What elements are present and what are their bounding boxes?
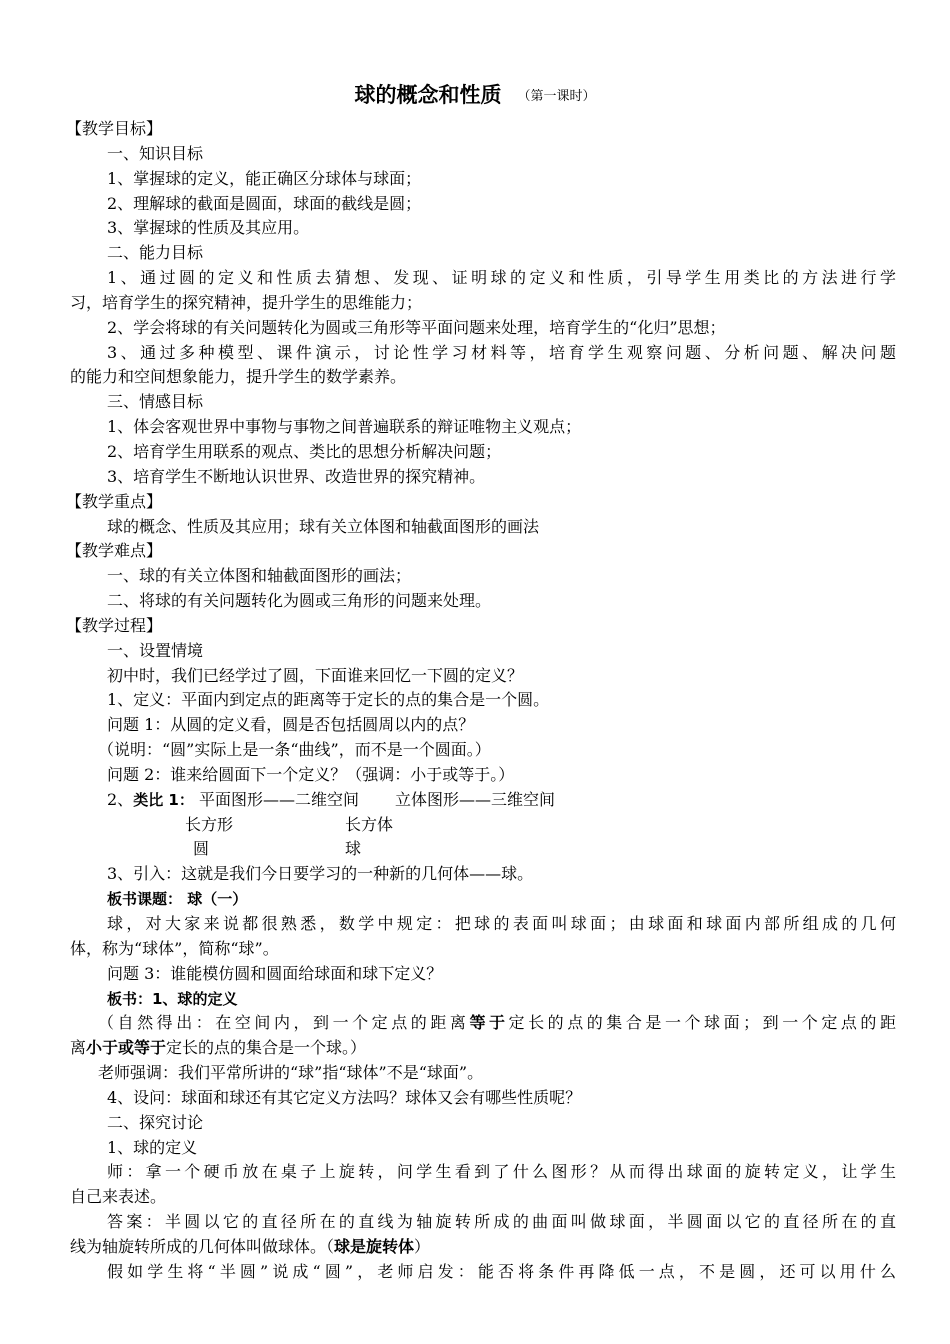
- paragraph: 1、通过圆的定义和性质去猜想、发现、证明球的定义和性质，引导学生用类比的方法进行学: [107, 268, 896, 288]
- analogy-solid: 立体图形——三维空间: [394, 789, 555, 809]
- paragraph: 假如学生将“半圆”说成“圆”，老师启发：能否将条件再降低一点，不是圆，还可以用什么: [107, 1261, 896, 1281]
- paragraph: 3、掌握球的性质及其应用。: [107, 218, 310, 238]
- analogy-row: [70, 837, 896, 862]
- paragraph: 师：拿一个硬币放在桌子上旋转，问学生看到了什么图形？从而得出球面的旋转定义，让学生: [107, 1162, 896, 1182]
- paragraph: [70, 1235, 896, 1260]
- bold-run: 小于或等于: [86, 1038, 167, 1058]
- title-text: 球的概念和性质: [354, 83, 502, 107]
- analogy-cell: 球: [345, 839, 362, 859]
- analogy-row: [70, 813, 896, 838]
- paragraph: [70, 1036, 896, 1061]
- paragraph: 问题 3：谁能模仿圆和圆面给球面和球下定义？: [107, 963, 443, 983]
- paragraph: 问题 2：谁来给圆面下一个定义？（强调：小于或等于。）: [107, 764, 515, 784]
- analogy-line: [70, 788, 896, 813]
- paragraph: 二、将球的有关问题转化为圆或三角形的问题来处理。: [107, 591, 492, 611]
- heading-process: 【教学过程】: [66, 615, 163, 635]
- analogy-plane: 平面图形——二维空间: [198, 789, 359, 809]
- paragraph: 3、通过多种模型、课件演示，讨论性学习材料等，培育学生观察问题、分析问题、解决问题: [107, 342, 896, 362]
- paragraph: 习，培育学生的探究精神，提升学生的思维能力；: [70, 292, 423, 312]
- heading-difficulties: 【教学难点】: [66, 541, 163, 561]
- bold-run: 等于: [469, 1013, 509, 1033]
- paragraph: 2、学会将球的有关问题转化为圆或三角形等平面问题来处理，培育学生的“化归”思想；: [107, 317, 726, 337]
- paragraph: 答案：半圆以它的直径所在的直线为轴旋转所成的曲面叫做球面，半圆面以它的直径所在的直: [107, 1212, 896, 1232]
- paragraph: 一、知识目标: [107, 143, 204, 163]
- paragraph: 二、探究讨论: [107, 1112, 204, 1132]
- text-run: 定长的点的集合是一个球。）: [166, 1038, 367, 1058]
- paragraph: 一、设置情境: [107, 640, 204, 660]
- bold-run: 球是旋转体: [334, 1236, 415, 1256]
- text-run: 定长的点的集合是一个球面；到一个定点的距: [508, 1013, 896, 1033]
- paragraph: 1、球的定义: [107, 1137, 198, 1157]
- board-definition: 板书：1、球的定义: [107, 989, 238, 1008]
- paragraph: 球的概念、性质及其应用；球有关立体图和轴截面图形的画法: [107, 516, 540, 536]
- analogy-label: 类比 1：: [133, 790, 194, 809]
- text-run: ）: [414, 1236, 431, 1256]
- paragraph: [70, 1011, 896, 1036]
- heading-key-points: 【教学重点】: [66, 491, 163, 511]
- paragraph: 球，对大家来说都很熟悉，数学中规定：把球的表面叫球面；由球面和球面内部所组成的几何: [107, 914, 896, 933]
- paragraph: 1、体会客观世界中事物与事物之间普遍联系的辩证唯物主义观点；: [107, 417, 582, 437]
- paragraph: 一、球的有关立体图和轴截面图形的画法；: [107, 566, 412, 586]
- paragraph: 4、设问：球面和球还有其它定义方法吗？球体又会有哪些性质呢？: [107, 1087, 582, 1107]
- paragraph: 1、定义：平面内到定点的距离等于定长的点的集合是一个圆。: [107, 690, 550, 710]
- paragraph: （说明：“圆”实际上是一条“曲线”，而不是一个圆面。）: [98, 740, 491, 760]
- paragraph: 二、能力目标: [107, 243, 204, 263]
- analogy-cell: 长方体: [345, 814, 394, 834]
- paragraph: 2、理解球的截面是圆面，球面的截线是圆；: [107, 193, 422, 213]
- text-run: 线为轴旋转所成的几何体叫做球体。（: [70, 1236, 335, 1256]
- paragraph: 问题 1：从圆的定义看，圆是否包括圆周以内的点？: [107, 715, 475, 735]
- paragraph: 自己来表述。: [70, 1187, 167, 1207]
- document-body: [66, 117, 896, 1285]
- analogy-cell: 长方形: [185, 814, 234, 834]
- page-title: [0, 80, 950, 114]
- analogy-prefix: 2、: [107, 789, 134, 809]
- paragraph: 初中时，我们已经学过了圆，下面谁来回忆一下圆的定义？: [107, 665, 524, 685]
- paragraph: 老师强调：我们平常所讲的“球”指“球体”不是“球面”。: [98, 1063, 484, 1083]
- paragraph: 3、培育学生不断地认识世界、改造世界的探究精神。: [107, 466, 486, 486]
- paragraph: 体，称为“球体”，简称“球”。: [70, 938, 279, 958]
- paragraph: 三、情感目标: [107, 392, 204, 412]
- paragraph: 的能力和空间想象能力，提升学生的数学素养。: [70, 367, 407, 387]
- paragraph: 1、掌握球的定义，能正确区分球体与球面；: [107, 168, 422, 188]
- text-run: 离: [70, 1038, 87, 1058]
- analogy-cell: 圆: [193, 839, 210, 859]
- paragraph: 3、引入：这就是我们今日要学习的一种新的几何体——球。: [107, 864, 534, 884]
- text-run: （自然得出：在空间内，到一个定点的距离: [98, 1013, 470, 1033]
- board-title: 板书课题： 球（一）: [107, 890, 248, 909]
- heading-teaching-goals: 【教学目标】: [66, 119, 163, 138]
- paragraph: 2、培育学生用联系的观点、类比的思想分析解决问题；: [107, 441, 502, 461]
- subtitle-text: （第一课时）: [517, 89, 596, 104]
